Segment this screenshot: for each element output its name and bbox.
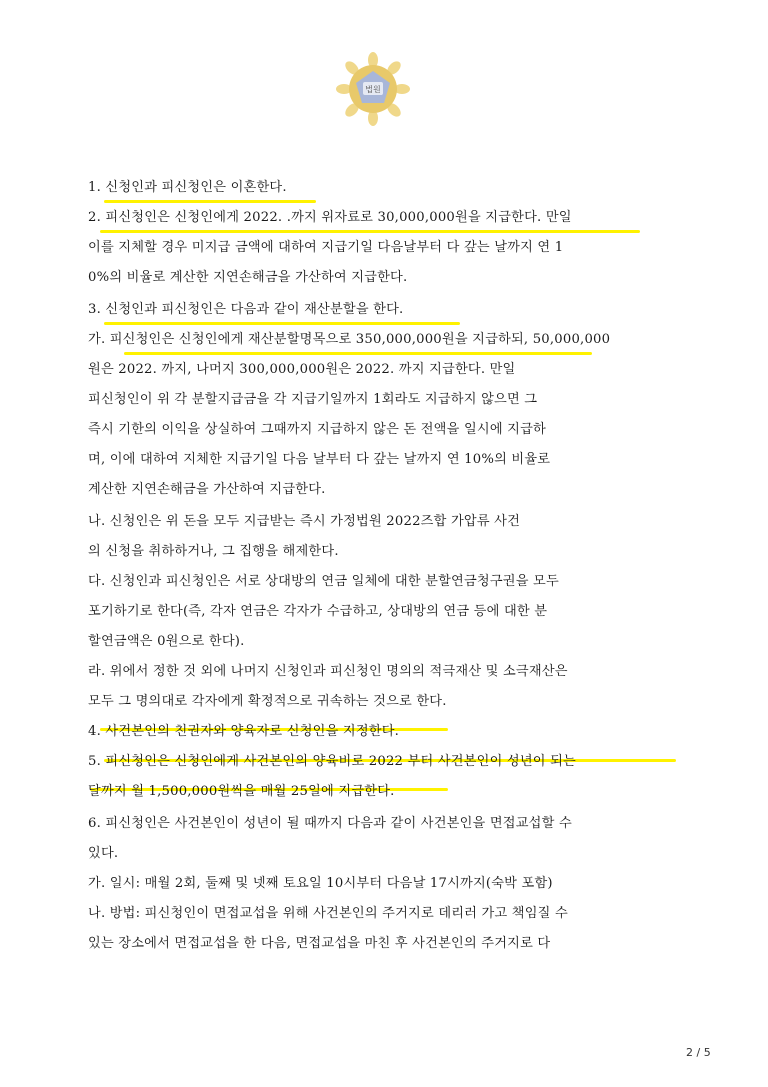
doc-line: 할연금액은 0원으로 한다). [88,634,245,649]
doc-line: 이를 지체할 경우 미지급 금액에 대하여 지급기일 다음날부터 다 갚는 날까지 연 1 [88,240,564,255]
highlight-mark [100,230,640,233]
page-number: 2 / 5 [686,1046,711,1059]
doc-line: 의 신청을 취하하거나, 그 집행을 해제한다. [88,544,339,559]
doc-line: 6. 피신청인은 사건본인이 성년이 될 때까지 다음과 같이 사건본인을 면접교섭할 수 [88,816,572,831]
doc-line: 계산한 지연손해금을 가산하여 지급한다. [88,482,326,497]
doc-line: 원은 2022. 까지, 나머지 300,000,000원은 2022. 까지 지급한다. 만일 [88,362,516,377]
doc-line: 3. 신청인과 피신청인은 다음과 같이 재산분할을 한다. [88,302,404,317]
seal-text: 법원 [365,85,381,94]
doc-line: 5. 피신청인은 신청인에게 사건본인의 양육비로 2022 부터 사건본인이 성년이 되는 [88,754,576,769]
doc-line: 있다. [88,846,119,861]
doc-line: 피신청인이 위 각 분할지급금을 각 지급기일까지 1회라도 지급하지 않으면 그 [88,392,538,407]
doc-line: 라. 위에서 정한 것 외에 나머지 신청인과 피신청인 명의의 적극재산 및 소극재산은 [88,664,568,679]
highlight-mark [124,352,592,355]
doc-line: 있는 장소에서 면접교섭을 한 다음, 면접교섭을 마친 후 사건본인의 주거지로 다 [88,936,551,951]
doc-line: 0%의 비율로 계산한 지연손해금을 가산하여 지급한다. [88,270,408,285]
doc-line: 포기하기로 한다(즉, 각자 연금은 각자가 수급하고, 상대방의 연금 등에 대한 분 [88,604,548,619]
doc-line: 며, 이에 대하여 지체한 지급기일 다음 날부터 다 갚는 날까지 연 10%의 비율로 [88,452,551,467]
highlight-mark [104,200,316,203]
doc-line: 모두 그 명의대로 각자에게 확정적으로 귀속하는 것으로 한다. [88,694,447,709]
doc-line: 나. 신청인은 위 돈을 모두 지급받는 즉시 가정법원 2022즈합 가압류 사건 [88,514,521,529]
doc-line: 가. 일시: 매월 2회, 둘째 및 넷째 토요일 10시부터 다음날 17시까지(숙박 포함) [88,876,553,891]
doc-line: 2. 피신청인은 신청인에게 2022. .까지 위자료로 30,000,000원을 지급한다. 만일 [88,210,572,225]
highlight-mark [104,322,460,325]
doc-line: 다. 신청인과 피신청인은 서로 상대방의 연금 일체에 대한 분할연금청구권을 모두 [88,574,559,589]
court-seal-logo [336,52,410,126]
doc-line: 달까지 월 1,500,000원씩을 매월 25일에 지급한다. [88,784,395,799]
doc-line: 나. 방법: 피신청인이 면접교섭을 위해 사건본인의 주거지로 데리러 가고 책임질 수 [88,906,568,921]
doc-line: 가. 피신청인은 신청인에게 재산분할명목으로 350,000,000원을 지급하되, 50,000,000 [88,332,611,347]
doc-line: 4. 사건본인의 친권자와 양육자로 신청인을 지정한다. [88,724,400,739]
doc-line: 즉시 기한의 이익을 상실하여 그때까지 지급하지 않은 돈 전액을 일시에 지급하 [88,422,546,437]
doc-line: 1. 신청인과 피신청인은 이혼한다. [88,180,287,195]
